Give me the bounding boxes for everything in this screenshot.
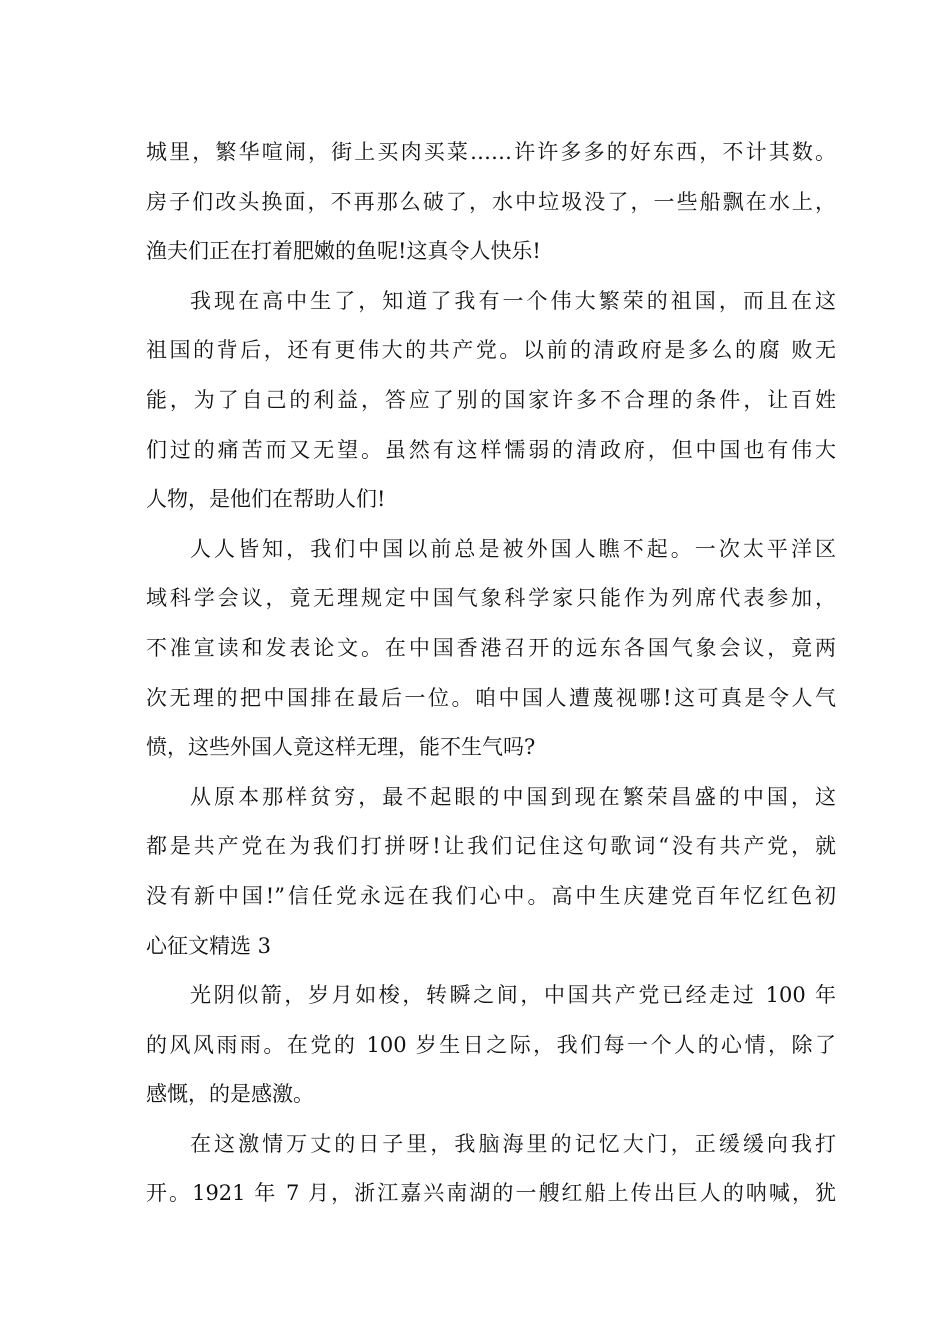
text-line: 从原本那样贫穷，最不起眼的中国到现在繁荣昌盛的中国，这 <box>190 784 836 809</box>
text-line: 渔夫们正在打着肥嫩的鱼呢!这真令人快乐! <box>146 239 541 264</box>
text-line: 我现在高中生了，知道了我有一个伟大繁荣的祖国，而且在这 <box>190 288 836 313</box>
document-page <box>146 128 836 1219</box>
text-line: 人物，是他们在帮助人们! <box>146 487 386 512</box>
text-line: 感慨，的是感激。 <box>146 1082 314 1107</box>
text-line: 域科学会议，竟无理规定中国气象科学家只能作为列席代表参加， <box>146 586 836 611</box>
text-line: 能，为了自己的利益，答应了别的国家许多不合理的条件，让百姓 <box>146 387 836 412</box>
text-line: 没有新中国!”信任党永远在我们心中。高中生庆建党百年忆红色初 <box>146 883 836 908</box>
text-line: 愤，这些外国人竟这样无理，能不生气吗? <box>146 735 536 760</box>
text-line: 城里，繁华喧闹，街上买肉买菜……许许多多的好东西，不计其数。 <box>146 140 836 164</box>
text-line: 光阴似箭，岁月如梭，转瞬之间，中国共产党已经走过 100 年 <box>190 983 836 1008</box>
text-line: 不准宣读和发表论文。在中国香港召开的远东各国气象会议，竟两 <box>146 635 836 660</box>
text-line: 祖国的背后，还有更伟大的共产党。以前的清政府是多么的腐 败无 <box>146 338 836 363</box>
text-line: 房子们改头换面，不再那么破了，水中垃圾没了，一些船飘在水上， <box>146 189 836 214</box>
text-line: 次无理的把中国排在最后一位。咱中国人遭蔑视哪!这可真是令人气 <box>146 685 836 710</box>
text-line: 心征文精选 3 <box>146 933 272 958</box>
text-line: 的风风雨雨。在党的 100 岁生日之际，我们每一个人的心情，除了 <box>146 1032 836 1057</box>
text-line: 都是共产党在为我们打拼呀!让我们记住这句歌词“没有共产党，就 <box>146 834 836 859</box>
text-line: 们过的痛苦而又无望。虽然有这样懦弱的清政府，但中国也有伟大 <box>146 437 836 462</box>
text-line: 开。1921 年 7 月，浙江嘉兴南湖的一艘红船上传出巨人的呐喊，犹 <box>146 1181 836 1206</box>
text-line: 人人皆知，我们中国以前总是被外国人瞧不起。一次太平洋区 <box>190 536 836 561</box>
text-line: 在这激情万丈的日子里，我脑海里的记忆大门，正缓缓向我打 <box>190 1131 836 1156</box>
